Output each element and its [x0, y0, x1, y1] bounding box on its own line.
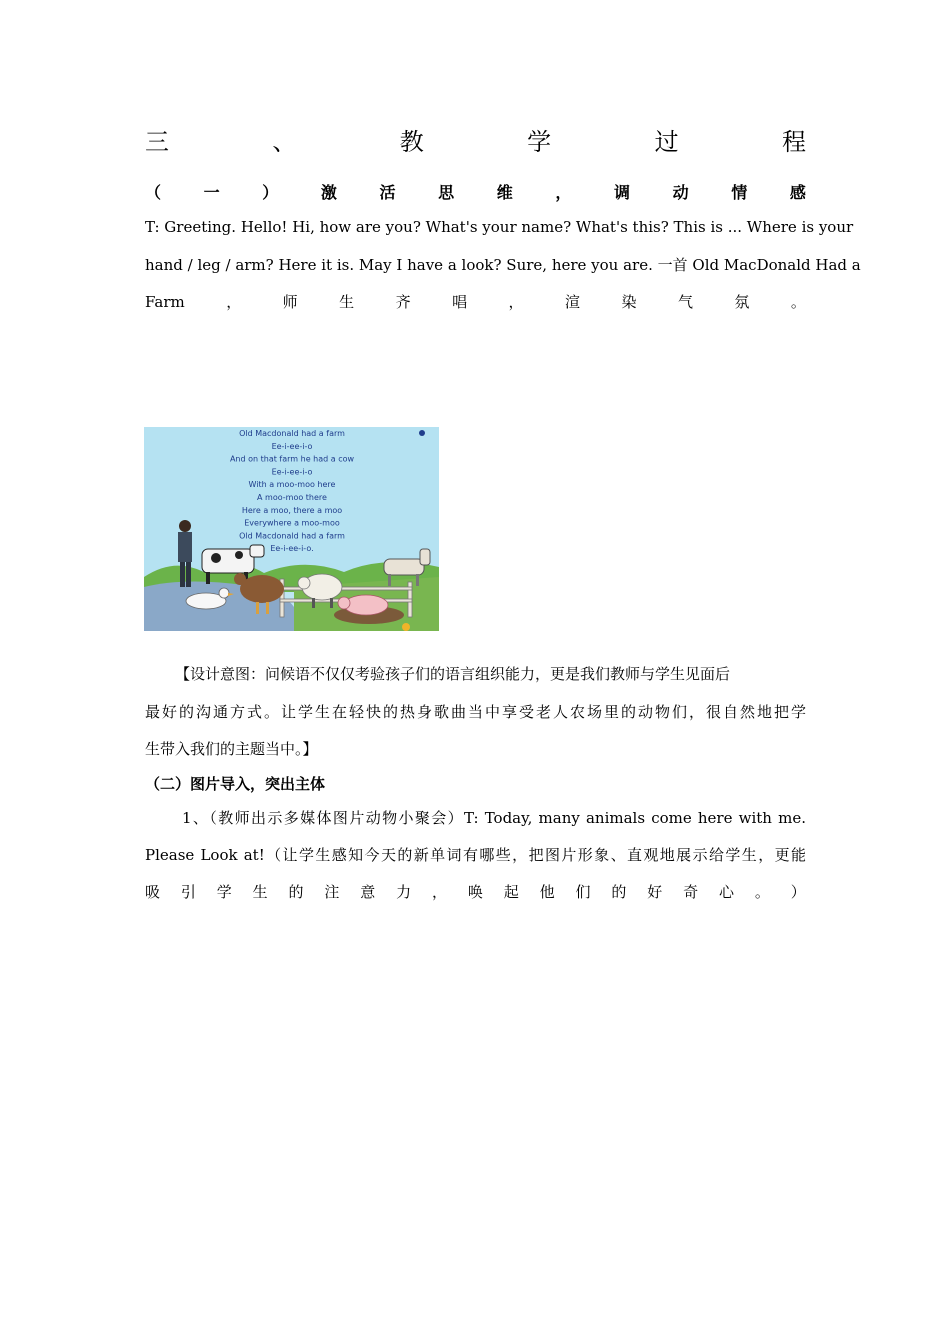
para-greeting-char: 气: [677, 293, 693, 311]
subheading-char: 感: [789, 183, 806, 202]
song-lyric-line: Ee-i-ee-i-o.: [270, 544, 314, 554]
song-lyric-line: Here a moo, there a moo: [241, 505, 343, 515]
subheading-char: 调: [614, 183, 631, 202]
para-animals-char: 生: [252, 883, 268, 901]
para-greeting-char: 氛: [734, 293, 750, 311]
para-animals-char: 的: [288, 883, 304, 901]
subheading-char: 情: [731, 183, 748, 202]
song-lyric-line: Old Macdonald had a farm: [239, 531, 345, 541]
para-greeting-line-3: [145, 289, 806, 315]
subheading-picture-intro: （二）图片导入，突出主体: [145, 775, 326, 793]
para-animals-char: 唤: [467, 883, 483, 901]
para-animals-char: 。: [754, 883, 770, 901]
section-title: [145, 124, 806, 160]
para-animals-char: ，: [432, 883, 448, 901]
song-lyric-line: A moo-moo there: [257, 493, 327, 502]
song-lyric-line: With a moo-moo here: [248, 480, 336, 490]
para-greeting-char: 染: [621, 293, 637, 311]
para-greeting-char: ，: [226, 293, 242, 311]
subheading-char: 动: [672, 183, 689, 202]
design-intent-line-1: 【设计意图：问候语不仅仅考验孩子们的语言组织能力，更是我们教师与学生见面后: [175, 665, 731, 683]
para-greeting-char: 生: [339, 293, 355, 311]
subheading-char: 思: [438, 183, 455, 202]
para-greeting-char: 。: [790, 293, 806, 311]
subheading-activate-thinking: [145, 180, 806, 206]
para-animals-char: 好: [647, 883, 663, 901]
subheading-char: ，: [555, 183, 572, 202]
para-greeting-char: 渲: [565, 293, 581, 311]
para-greeting-char: 师: [282, 293, 298, 311]
song-lyric-line: Ee-i-ee-i-o: [271, 467, 313, 477]
section-title-char: 三: [145, 128, 169, 156]
para-animals-char: 心: [719, 883, 735, 901]
subheading-char: 维: [496, 183, 513, 202]
old-macdonald-song-image: [144, 427, 439, 631]
section-title-char: 过: [654, 128, 679, 156]
para-greeting-char: Farm: [145, 293, 185, 311]
subheading-char: 一: [203, 183, 220, 202]
section-title-char: 、: [272, 128, 297, 156]
para-greeting-char: 齐: [395, 293, 411, 311]
design-intent-line-2: 最好的沟通方式。让学生在轻快的热身歌曲当中享受老人农场里的动物们，很自然地把学: [145, 703, 806, 721]
para-greeting-line-1: T: Greeting. Hello! Hi, how are you? What's your name? What's this? This is ... Where is your: [145, 218, 854, 236]
para-animals-char: 引: [180, 883, 196, 901]
song-lyric-line: And on that farm he had a cow: [229, 454, 355, 464]
section-title-char: 学: [527, 128, 552, 156]
subheading-char: ）: [262, 183, 279, 202]
para-greeting-line-2: hand / leg / arm? Here it is. May I have a look? Sure, here you are. 一首 Old MacDonald Had a: [145, 256, 861, 274]
para-animals-char: 奇: [683, 883, 699, 901]
subheading-char: 激: [320, 183, 337, 202]
section-title-char: 教: [399, 128, 424, 156]
para-animals-char: 吸: [145, 883, 161, 901]
para-animals-line-1: 1、（教师出示多媒体图片动物小聚会）T: Today, many animals come here with me.: [182, 809, 806, 827]
para-animals-char: 他: [539, 883, 555, 901]
design-intent-line-3: 生带入我们的主题当中。】: [145, 740, 318, 758]
para-animals-line-3: [145, 879, 806, 905]
song-lyric-line: Ee-i-ee-i-o: [271, 441, 313, 451]
para-animals-char: 的: [611, 883, 627, 901]
para-animals-char: ）: [790, 883, 806, 901]
para-animals-char: 们: [575, 883, 591, 901]
song-lyric-line: Everywhere a moo-moo: [244, 518, 340, 528]
para-animals-char: 起: [503, 883, 519, 901]
para-greeting-char: ，: [508, 293, 524, 311]
para-greeting-char: 唱: [452, 293, 468, 311]
para-animals-char: 学: [216, 883, 232, 901]
subheading-char: 活: [379, 183, 396, 202]
song-lyric-line: Old Macdonald had a farm: [239, 429, 345, 438]
para-animals-char: 力: [396, 883, 412, 901]
subheading-char: （: [145, 183, 162, 202]
para-animals-char: 注: [324, 883, 340, 901]
para-animals-char: 意: [360, 883, 376, 901]
para-animals-line-2: Please Look at!（让学生感知今天的新单词有哪些，把图片形象、直观地展示给学生，更能: [145, 846, 806, 864]
section-title-char: 程: [781, 128, 806, 156]
